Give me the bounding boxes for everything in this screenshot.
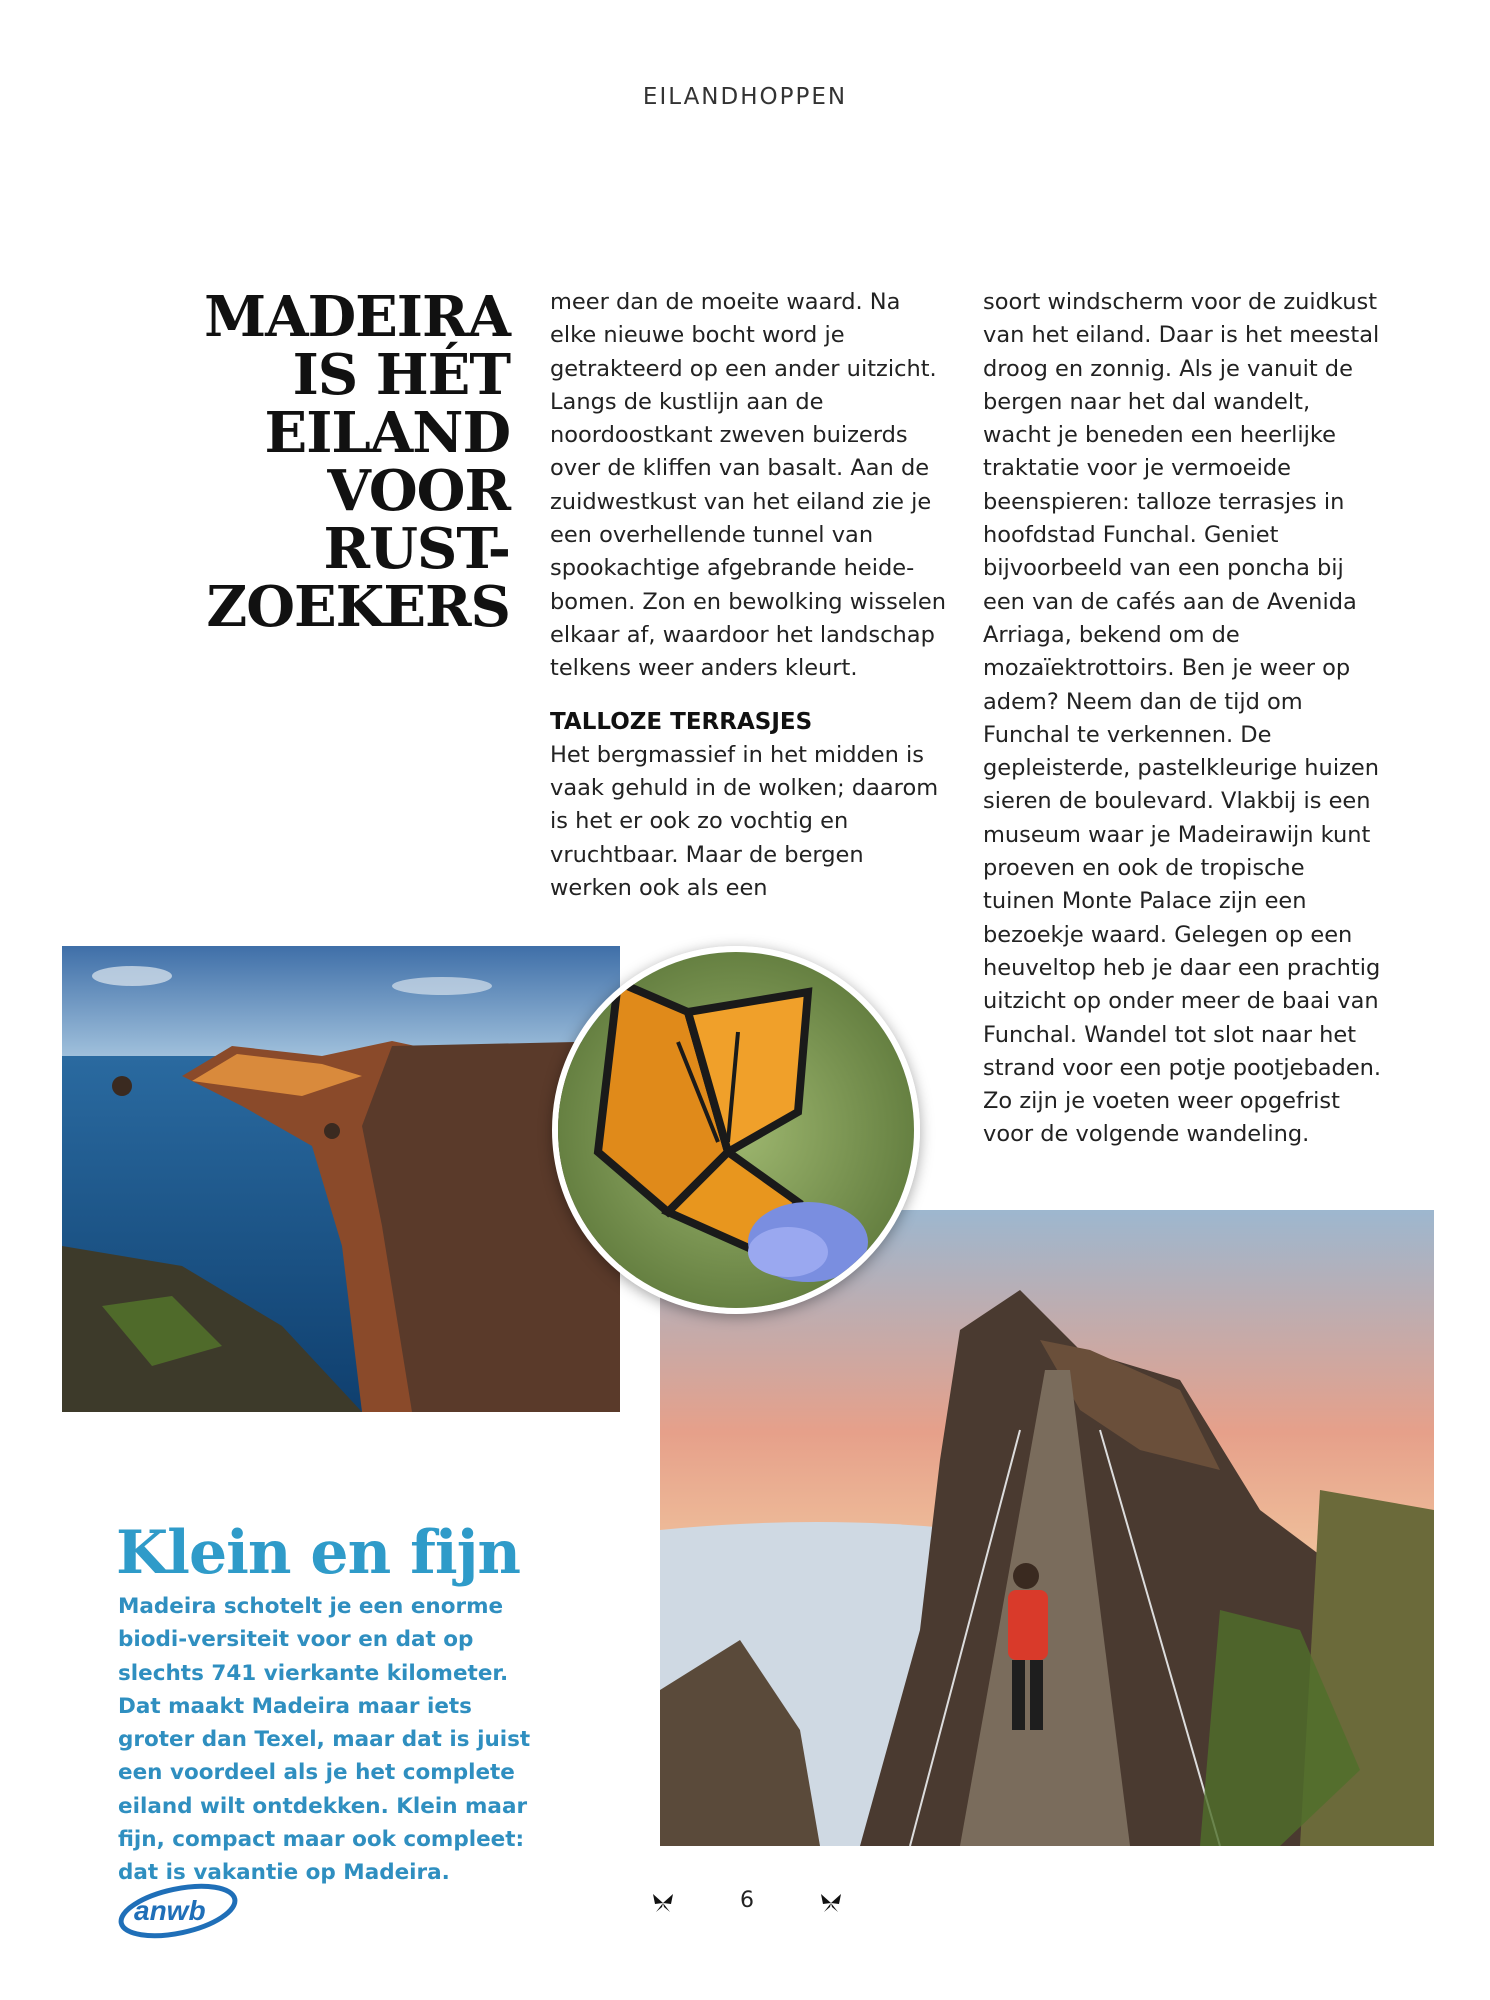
headline-line: MADEIRA (204, 284, 510, 350)
paragraph: meer dan de moeite waard. Na elke nieuwe bocht word je getrakteerd op een ander uitzicht. Langs de kustlijn aan de noordoostkant zweven buizerds over de kliffen van basalt. Aan de zuidwestkust van het eiland zie je een overhellende tunnel van spookachtige afgebrande heide-bomen. Zon en bewolking wisselen elkaar af, waardoor het landschap telkens weer anders kleurt. (550, 289, 947, 682)
headline-line: VOOR (327, 458, 510, 524)
headline-line: ZOEKERS (206, 574, 510, 640)
butterfly-photo (552, 946, 920, 1314)
headline-line: RUST- (323, 516, 510, 582)
infobox-title: Klein en fijn (116, 1518, 521, 1588)
headline-line: EILAND (264, 400, 510, 466)
butterfly-icon (818, 1890, 844, 1916)
butterfly-icon (650, 1890, 676, 1916)
headline (150, 284, 510, 640)
headline-line: IS HÉT (292, 342, 510, 408)
infobox-text: Madeira schotelt je een enorme biodi-versiteit voor en dat op slechts 741 vierkante kilometer. Dat maakt Madeira maar iets groter dan Texel, maar dat is juist een voordeel als je het complete eiland wilt ontdekken. Klein maar fijn, compact maar ook compleet: dat is vakantie op Madeira. (118, 1594, 531, 1886)
paragraph: Het bergmassief in het midden is vaak gehuld in de wolken; daarom is het er ook zo vochtig en vruchtbaar. Maar de bergen werken ook als een (550, 741, 939, 902)
section-label: EILANDHOPPEN (642, 84, 848, 110)
subheading: TALLOZE TERRASJES (550, 708, 813, 735)
logo-wordmark: anwb (134, 1895, 206, 1926)
paragraph: soort windscherm voor de zuidkust van het eiland. Daar is het meestal droog en zonnig. Als je vanuit de bergen naar het dal wandelt, wacht je beneden een heerlijke traktatie voor je vermoeide beenspieren: talloze terrasjes in hoofdstad Funchal. Geniet bijvoorbeeld van een poncha bij een van de cafés aan de Avenida Arriaga, bekend om de mozaïektrottoirs. Ben je weer op adem? Neem dan de tijd om Funchal te verkennen. De gepleisterde, pastelkleurige huizen sieren de boulevard. Vlakbij is een museum waar je Madeirawijn kunt proeven en ook de tropische tuinen Monte Palace zijn een bezoekje waard. Gelegen op een heuveltop heb je daar een prachtig uitzicht op onder meer de baai van Funchal. Wandel tot slot naar het strand voor een potje pootjebaden. Zo zijn je voeten weer opgefrist voor de volgende wandeling. (983, 289, 1382, 1148)
article-column-2 (983, 286, 1383, 1152)
page-number: 6 (740, 1888, 754, 1913)
article-column-1 (550, 286, 950, 905)
coast-photo (62, 946, 620, 1412)
anwb-logo (116, 1880, 246, 1942)
